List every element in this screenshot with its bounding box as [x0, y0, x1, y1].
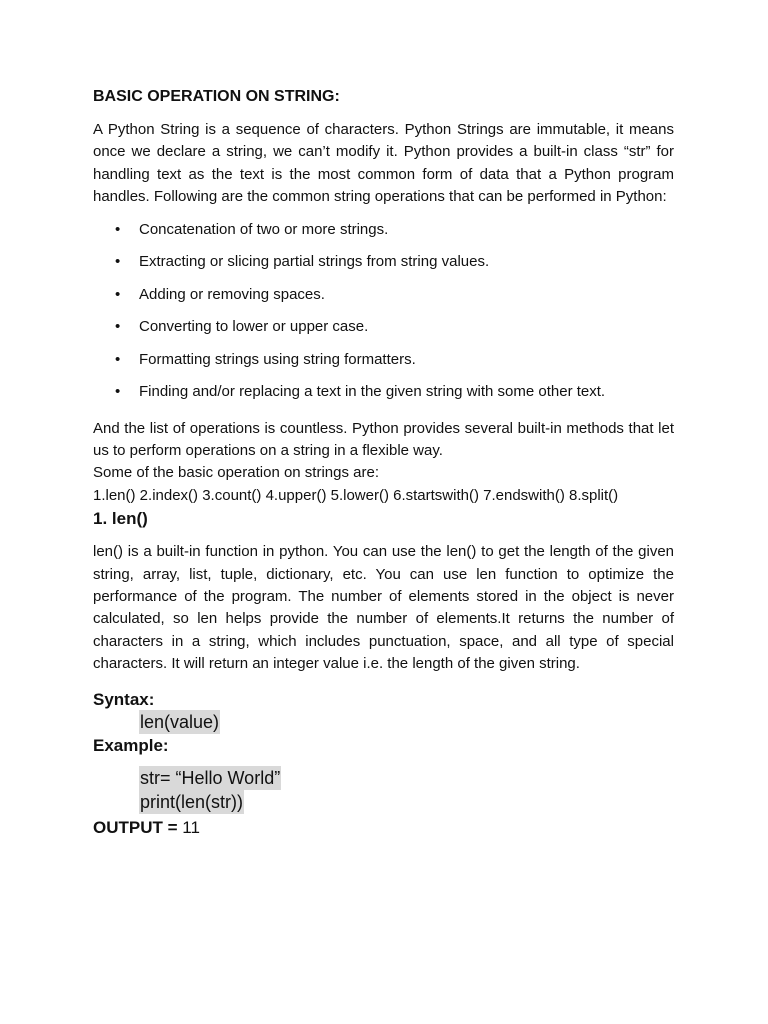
list-item: [93, 381, 674, 414]
syntax-code: len(value): [140, 711, 220, 732]
output-label: OUTPUT =: [93, 817, 178, 837]
len-section-title: 1. len(): [93, 509, 148, 529]
bullet-icon: •: [115, 285, 121, 303]
list-item-text: Concatenation of two or more strings.: [139, 220, 389, 238]
list-item: [93, 284, 674, 317]
syntax-label: Syntax:: [93, 689, 155, 709]
basic-operations-line: Some of the basic operation on strings are:: [93, 464, 379, 482]
list-item: [93, 219, 674, 252]
document-heading: BASIC OPERATION ON STRING:: [93, 88, 340, 105]
methods-list-line: 1.len() 2.index() 3.count() 4.upper() 5.lower() 6.startswith() 7.endswith() 8.split(): [93, 486, 619, 504]
example-code-line: str= “Hello World”: [140, 767, 281, 788]
bullet-icon: •: [115, 220, 121, 238]
list-item: [93, 349, 674, 382]
bullet-icon: •: [115, 383, 121, 401]
len-description: len() is a built-in function in python. You can use the len() to get the length of the given string, array, list, tuple, dictionary, etc. You can use len function to optimize the performance of the program. The number of elements stored in the object is never calculated, so len helps provide the number of elements.It returns the number of characters in a string, which includes punctuation, space, and all type of special characters. It will return an integer value i.e. the length of the given string.: [93, 543, 674, 673]
operations-list: [93, 219, 674, 414]
operations-paragraph: And the list of operations is countless. Python provides several built-in methods that let us to perform operations on a string in a flexible way.: [93, 419, 674, 460]
syntax-code-block: [139, 710, 674, 734]
example-code-block: [139, 766, 674, 814]
bullet-icon: •: [115, 350, 121, 368]
list-item-text: Extracting or slicing partial strings from string values.: [139, 253, 490, 271]
bullet-icon: •: [115, 318, 121, 336]
example-label: Example:: [93, 735, 169, 755]
list-item: [93, 251, 674, 284]
list-item-text: Formatting strings using string formatters.: [139, 350, 416, 368]
bullet-icon: •: [115, 253, 121, 271]
list-item-text: Converting to lower or upper case.: [139, 318, 369, 336]
intro-paragraph: A Python String is a sequence of characters. Python Strings are immutable, it means once we declare a string, we can’t modify it. Python provides a built-in class “str” for handling text as the text is the most common form of data that a Python program handles. Following are the common string operations that can be performed in Python:: [93, 121, 674, 206]
output-value: 11: [177, 817, 200, 837]
example-code-line: print(len(str)): [140, 791, 244, 812]
list-item-text: Finding and/or replacing a text in the given string with some other text.: [139, 383, 606, 401]
list-item: [93, 316, 674, 349]
list-item-text: Adding or removing spaces.: [139, 285, 325, 303]
output-line: [93, 818, 674, 838]
